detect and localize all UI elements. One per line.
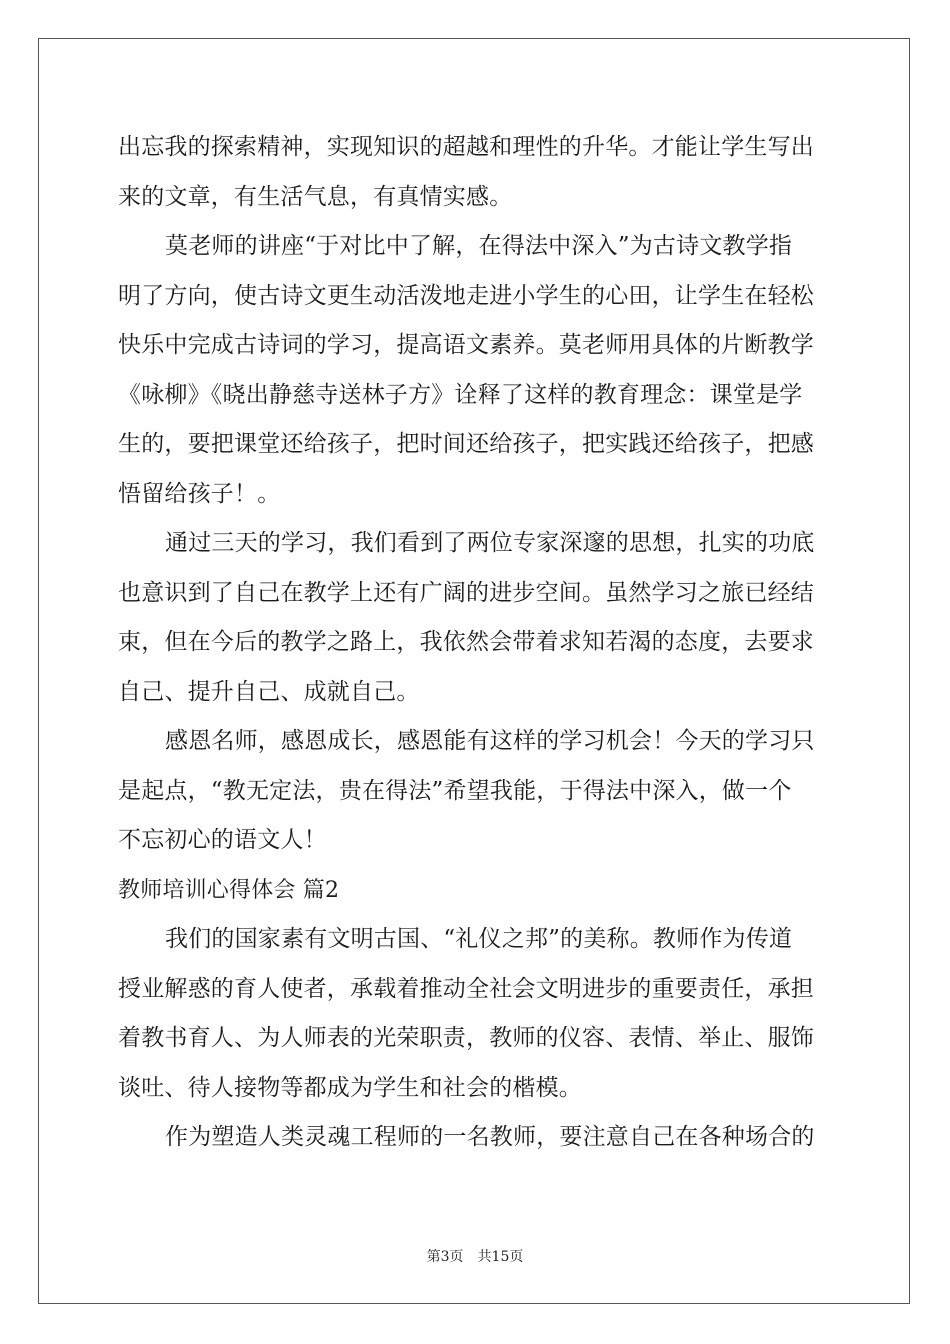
text-line: 是起点，“教无定法，贵在得法”希望我能，于得法中深入，做一个 (118, 777, 792, 804)
text-line: 着教书育人、为人师表的光荣职责，教师的仪容、表情、举止、服饰 (118, 1025, 814, 1051)
text-line: 快乐中完成古诗词的学习，提高语文素养。莫老师用具体的片断教学 (118, 332, 814, 358)
page-number: 第3页 (426, 1249, 464, 1265)
text-line: 授业解惑的育人使者，承载着推动全社会文明进步的重要责任，承担 (118, 975, 814, 1002)
text-line: 生的，要把课堂还给孩子，把时间还给孩子，把实践还给孩子，把感 (118, 431, 814, 457)
text-line: 作为塑造人类灵魂工程师的一名教师，要注意自己在各种场合的 (165, 1124, 815, 1150)
text-line: 莫老师的讲座“于对比中了解，在得法中深入”为古诗文教学指 (165, 233, 793, 259)
text-line: 也意识到了自己在教学上还有广阔的进步空间。虽然学习之旅已经结 (118, 579, 814, 606)
text-line: 来的文章，有生活气息，有真情实感。 (118, 183, 513, 210)
text-line: 《咏柳》《晓出静慈寺送林子方》诠释了这样的教育理念：课堂是学 (118, 381, 803, 408)
section-heading: 教师培训心得体会 篇2 (118, 877, 340, 903)
text-line: 谈吐、待人接物等都成为学生和社会的楷模。 (118, 1074, 582, 1101)
text-line: 感恩名师，感恩成长，感恩能有这样的学习机会！今天的学习只 (165, 728, 815, 754)
text-line: 通过三天的学习，我们看到了两位专家深邃的思想，扎实的功底 (165, 530, 815, 556)
document-body (118, 123, 834, 1163)
text-line: 悟留给孩子！。 (118, 480, 281, 507)
total-pages: 共15页 (477, 1249, 524, 1265)
text-line: 出忘我的探索精神，实现知识的超越和理性的升华。才能让学生写出 (118, 134, 814, 160)
text-line: 自己、提升自己、成就自己。 (118, 678, 420, 705)
text-line: 明了方向，使古诗文更生动活泼地走进小学生的心田，让学生在轻松 (118, 282, 814, 309)
page-footer (0, 1248, 950, 1266)
text-line: 我们的国家素有文明古国、“礼仪之邦”的美称。教师作为传道 (165, 926, 793, 952)
text-line: 束，但在今后的教学之路上，我依然会带着求知若渴的态度，去要求 (118, 629, 814, 655)
text-line: 不忘初心的语文人！ (118, 827, 327, 853)
